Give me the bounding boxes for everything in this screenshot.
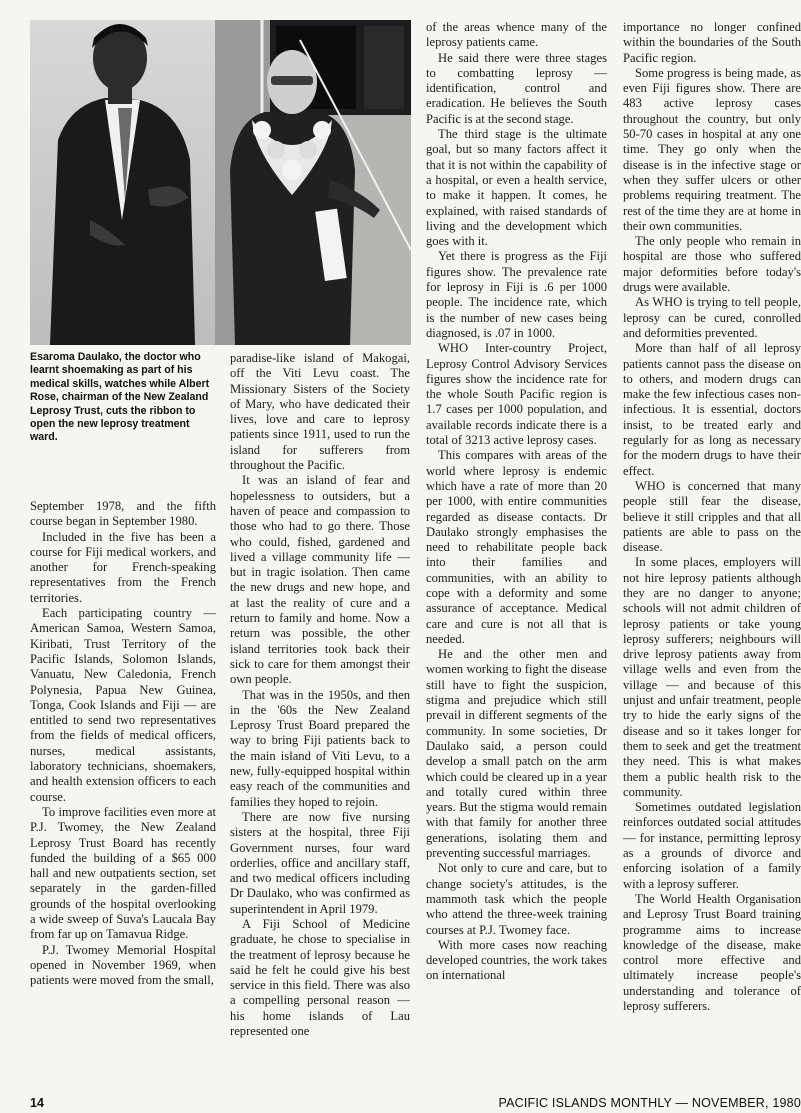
paragraph: With more cases now reaching developed countries, the work takes on international — [426, 937, 607, 983]
paragraph: Sometimes outdated legislation reinforces outdated social attitudes — for instance, permitting leprosy as a grounds of divorce and enforcing isolation of a family with a leprosy sufferer. — [623, 800, 801, 891]
paragraph: Yet there is progress as the Fiji figures show. The prevalence rate for leprosy in Fiji is .6 per 1000 people. The incidence rate, which is the number of new cases being diagnosed, is .07 in 1000. — [426, 249, 607, 340]
paragraph: The only people who remain in hospital are those who suffered major deformities before today's drugs were available. — [623, 234, 801, 295]
paragraph: The third stage is the ultimate goal, but so many factors affect it that it is not within the capability of a hospital, or even a health service, to make it happen. It comes, he explained, with raised standards of living and the development which goes with it. — [426, 127, 607, 249]
paragraph: of the areas whence many of the leprosy patients came. — [426, 20, 607, 50]
paragraph: That was in the 1950s, and then in the '60s the New Zealand Leprosy Trust Board prepared the way to bring Fiji patients back to the main island of Viti Levu, to a new, fully-equipped hospital within easy reach of the communities and families they hoped to rejoin. — [230, 687, 410, 809]
paragraph: P.J. Twomey Memorial Hospital opened in November 1969, when patients were moved from the small, — [30, 942, 216, 988]
paragraph: As WHO is trying to tell people, leprosy can be cured, conrolled and deformities prevented. — [623, 295, 801, 340]
paragraph: paradise-like island of Makogai, off the Viti Levu coast. The Missionary Sisters of the Society of Mary, who have dedicated their lives, love and care to leprosy patients since 1911, used to run the island for sufferers from throughout the Pacific. — [230, 351, 410, 473]
paragraph: He and the other men and women working to fight the disease still have to fight the suspicion, stigma and prejudice which still prevail in different segments of the community. In some societies, Dr Daulako said, a person could develop a small patch on the arm which could be cleared up in a year and totally cured within three years. But the stigma would remain with that family for another three generations, isolating them and preventing successful marriages. — [426, 647, 607, 861]
page-number: 14 — [30, 1096, 44, 1110]
paragraph: In some places, employers will not hire leprosy patients although they are no danger to anyone; schools will not admit children of leprosy patients or take young leprosy sufferers; neighbours will drive leprosy patients away from village wells and even from the village — and because of this unjust and unfair treatment, people try to hide the early signs of the disease and so it takes longer for them to seek and get the treatment they need. This is what makes them a public health risk to the community. — [623, 555, 801, 799]
article-column-2 — [230, 351, 410, 1039]
photo-caption: Esaroma Daulako, the doctor who learnt shoemaking as part of his medical skills, watches while Albert Rose, chairman of the New Zealand Leprosy Trust, cuts the ribbon to open the new leprosy treatment ward. — [30, 351, 210, 444]
paragraph: There are now five nursing sisters at the hospital, three Fiji Government nurses, four ward orderlies, office and ancillary staff, and two medical officers including Dr Daulako, who was confirmed as superintendent in April 1979. — [230, 809, 410, 916]
paragraph: Included in the five has been a course for Fiji medical workers, and another for French-speaking representatives from the French territories. — [30, 529, 216, 605]
paragraph: He said there were three stages to combatting leprosy — identification, control and eradication. He believes the South Pacific is at the second stage. — [426, 50, 607, 126]
paragraph: It was an island of fear and hopelessness to outsiders, but a haven of peace and compassion to those who had to go there. Those who could, fished, gardened and lived a village community life — but in tragic isolation. Then came the new drugs and new hope, and at last the reality of cure and a return to family and home. Now a return was possible, the other island territories took back their sick to care for them amongst their own people. — [230, 473, 410, 687]
paragraph: Some progress is being made, as even Fiji figures show. There are 483 active leprosy cases throughout the country, but only 50-70 cases in hospital at any one time. They go only when the disease is in the infective stage or when they suffer ulcers or other problems requiring treatment. The rest of the time they are at home in their own communities. — [623, 65, 801, 233]
paragraph: A Fiji School of Medicine graduate, he chose to specialise in the treatment of leprosy because he said he felt he could give his best service in this field. There was also a compelling personal reason — his home islands of Lau represented one — [230, 916, 410, 1039]
ribbon-cutting-photo — [30, 20, 411, 345]
publication-line: PACIFIC ISLANDS MONTHLY — NOVEMBER, 1980 — [498, 1096, 801, 1110]
paragraph: Each participating country — American Samoa, Western Samoa, Kiribati, Trust Territory of the Pacific Islands, Solomon Islands, Vanuatu, New Caledonia, French Polynesia, Papua New Guinea, Tonga, Cook Islands and Fiji — are entitled to send two representatives from the fields of medical officers, nurses, medical assistants, laboratory technicians, shoemakers, and health extension officers to each course. — [30, 606, 216, 804]
paragraph: September 1978, and the fifth course began in September 1980. — [30, 499, 216, 529]
paragraph: To improve facilities even more at P.J. Twomey, the New Zealand Leprosy Trust Board has recently funded the building of a $65 000 hall and new outpatients section, set separately in the garden-filled grounds of the hospital overlooking a wide sweep of Suva's Laucala Bay from far up on Tamavua Ridge. — [30, 804, 216, 942]
paragraph: WHO is concerned that many people still fear the disease, believe it still cripples and that all patients are able to pass on the disease. — [623, 478, 801, 555]
article-column-4 — [623, 20, 801, 1014]
article-photo — [30, 20, 411, 345]
paragraph: importance no longer confined within the boundaries of the South Pacific region. — [623, 20, 801, 65]
paragraph: Not only to cure and care, but to change society's attitudes, is the mammoth task which the people who attend the three-week training courses at P.J. Twomey face. — [426, 861, 607, 937]
paragraph: WHO Inter-country Project, Leprosy Control Advisory Services figures show the incidence rate for the whole South Pacific region is 1.7 cases per 1000 population, and available records indicate there is a total of 3213 active leprosy cases. — [426, 341, 607, 448]
paragraph: More than half of all leprosy patients cannot pass the disease on to others, and modern drugs can make the few infectious cases non-infectious. It is essential, doctors insist, to be treated early and regularly for as long as necessary for the modern drugs to have their effect. — [623, 341, 801, 478]
article-column-1 — [30, 499, 216, 989]
paragraph: The World Health Organisation and Leprosy Trust Board training programme aims to increase knowledge of the disease, make control more effective and ultimately increase people's understanding and tolerance of leprosy sufferers. — [623, 891, 801, 1013]
paragraph: This compares with areas of the world where leprosy is endemic which have a rate of more than 20 per 1000, with entire communities regarded as disease contacts. Dr Daulako strongly emphasises the need to rehabilitate people back into their families and communities, with an ability to cope with a deformity and some assurance of acceptance. Medical care and cure is not all that is needed. — [426, 448, 607, 646]
article-column-3 — [426, 20, 607, 984]
